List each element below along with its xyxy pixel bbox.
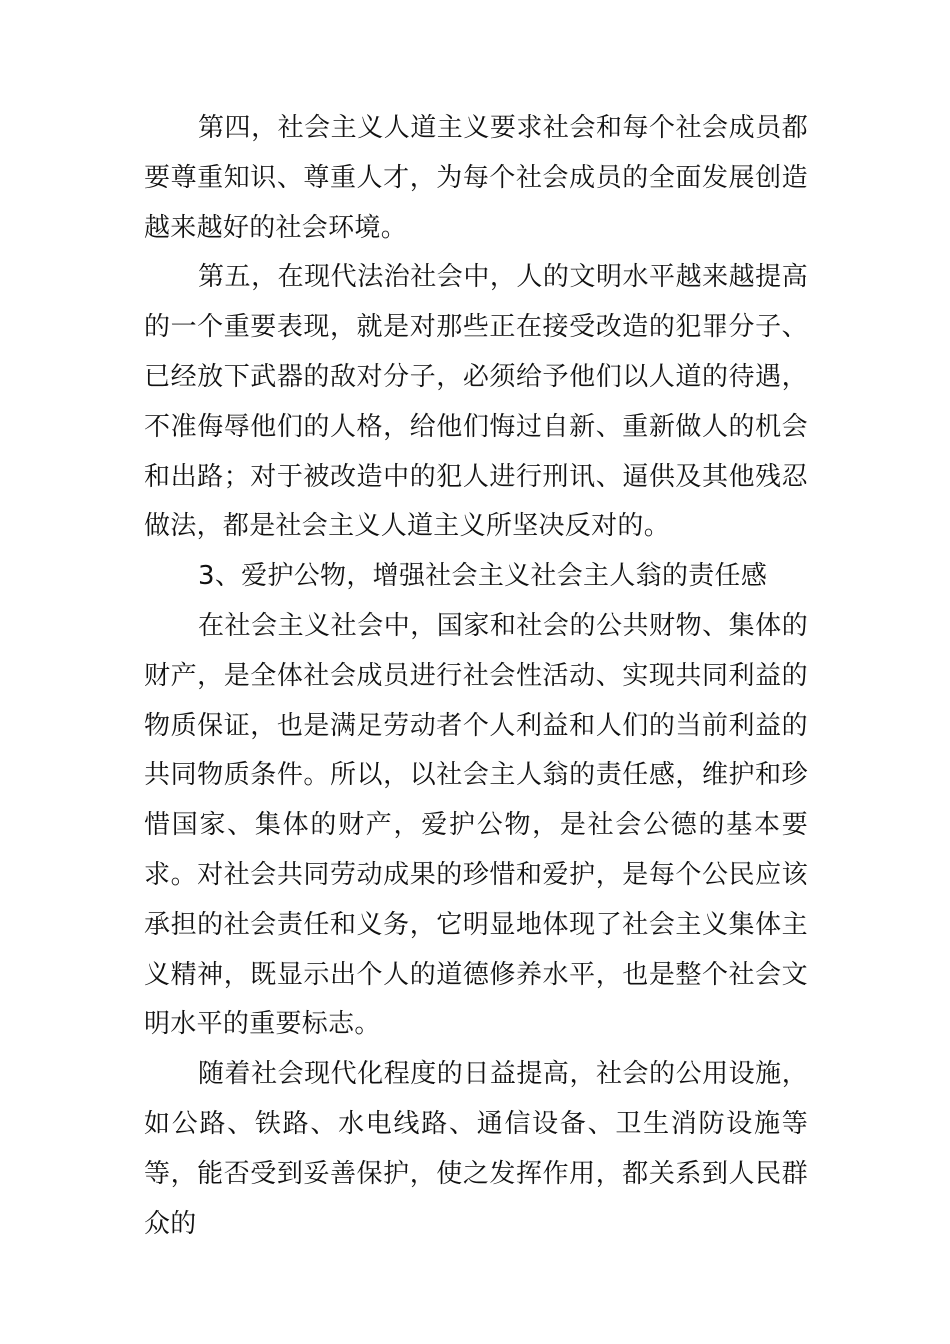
paragraph-public-facilities: 随着社会现代化程度的日益提高，社会的公用设施，如公路、铁路、水电线路、通信设备、卫生消防设施等等，能否受到妥善保护，使之发挥作用，都关系到人民群众的 [144,1059,808,1239]
paragraph-fourth-point: 第四，社会主义人道主义要求社会和每个社会成员都要尊重知识、尊重人才，为每个社会成员的全面发展创造越来越好的社会环境。 [144,113,808,243]
paragraph-fifth-point: 第五，在现代法治社会中，人的文明水平越来越提高的一个重要表现，就是对那些正在接受改造的犯罪分子、已经放下武器的敌对分子，必须给予他们以人道的待遇，不准侮辱他们的人格，给他们悔过自新、重新做人的机会和出路；对于被改造中的犯人进行刑讯、逼供及其他残忍做法，都是社会主义人道主义所坚决反对的。 [144,262,808,542]
section-heading: 3、爱护公物，增强社会主义社会主人翁的责任感 [198,561,768,592]
document-page [144,104,808,1249]
paragraph-public-property: 在社会主义社会中，国家和社会的公共财物、集体的财产，是全体社会成员进行社会性活动、实现共同利益的物质保证，也是满足劳动者个人利益和人们的当前利益的共同物质条件。所以，以社会主人翁的责任感，维护和珍惜国家、集体的财产，爱护公物，是社会公德的基本要求。对社会共同劳动成果的珍惜和爱护，是每个公民应该承担的社会责任和义务，它明显地体现了社会主义集体主义精神，既显示出个人的道德修养水平，也是整个社会文明水平的重要标志。 [144,610,808,1040]
